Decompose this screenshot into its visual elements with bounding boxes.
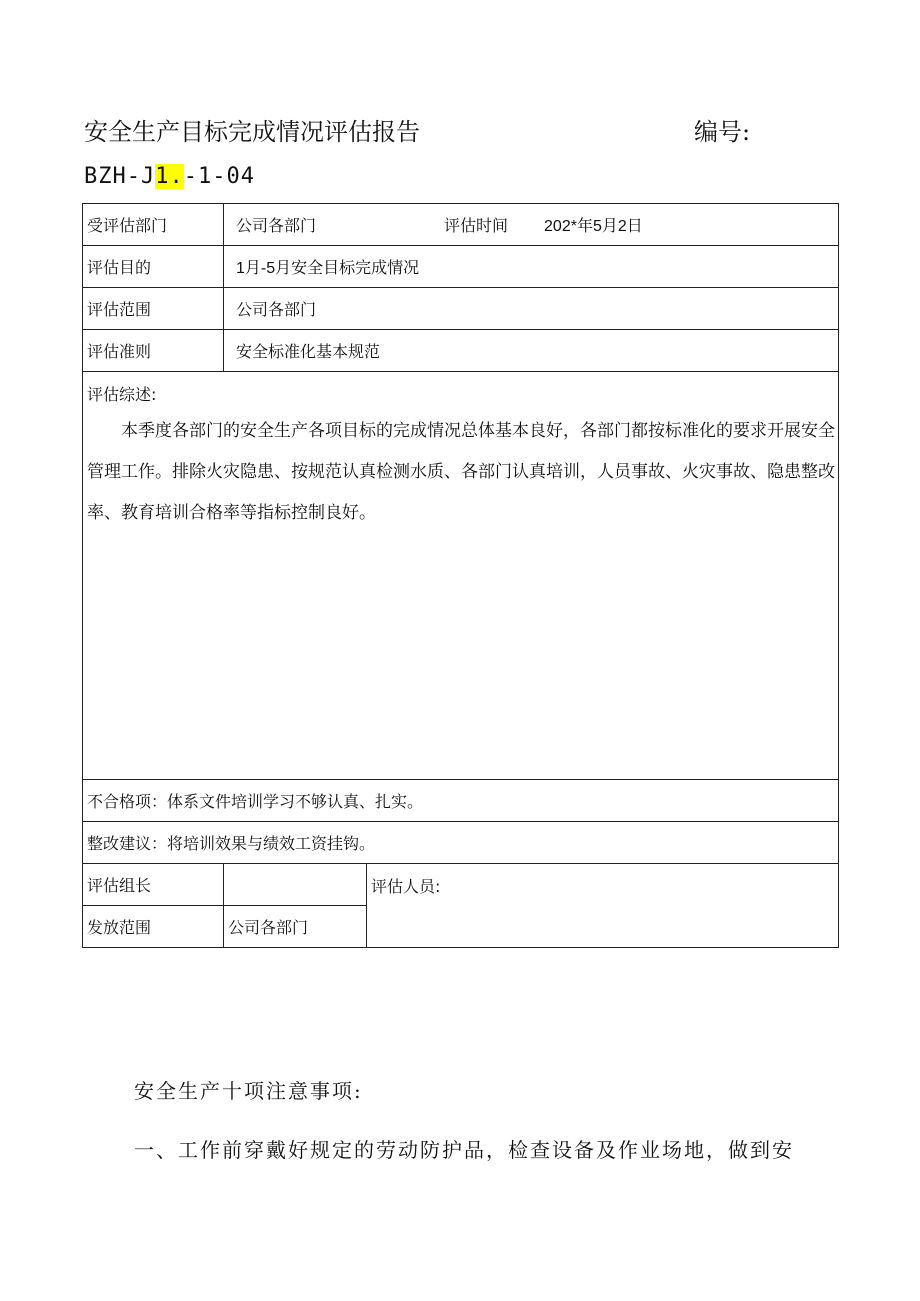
criteria-value: 安全标准化基本规范	[224, 330, 839, 372]
scope-label: 评估范围	[83, 288, 224, 330]
row-purpose	[83, 246, 839, 288]
notes-item-1: 一、工作前穿戴好规定的劳动防护品，检查设备及作业场地，做到安	[134, 1138, 794, 1162]
summary-text: 本季度各部门的安全生产各项目标的完成情况总体基本良好，各部门都按标准化的要求开展安全管理工作。排除火灾隐患、按规范认真检测水质、各部门认真培训，人员事故、火灾事故、隐患整改率、教育培训合格率等指标控制良好。	[87, 421, 835, 523]
nonconformity-text: 不合格项：体系文件培训学习不够认真、扎实。	[83, 780, 839, 822]
code-highlight: 1.	[155, 164, 184, 189]
suggestion-text: 整改建议：将培训效果与绩效工资挂钩。	[83, 822, 839, 864]
dept-cell	[224, 204, 839, 246]
distribution-value: 公司各部门	[224, 906, 367, 948]
summary-label: 评估综述:	[87, 385, 157, 404]
row-leader	[83, 864, 839, 906]
row-department	[83, 204, 839, 246]
row-criteria	[83, 330, 839, 372]
notes-title: 安全生产十项注意事项:	[134, 1079, 363, 1103]
scope-value: 公司各部门	[224, 288, 839, 330]
purpose-label: 评估目的	[83, 246, 224, 288]
dept-value: 公司各部门	[236, 216, 317, 235]
row-suggestion	[83, 822, 839, 864]
row-summary	[83, 372, 839, 780]
row-nonconformity	[83, 780, 839, 822]
criteria-label: 评估准则	[83, 330, 224, 372]
code-suffix: -1-04	[183, 164, 255, 189]
report-title: 安全生产目标完成情况评估报告	[84, 118, 420, 146]
time-value: 202*年5月2日	[544, 218, 643, 235]
time-label: 评估时间	[444, 216, 509, 235]
document-code	[84, 164, 255, 189]
distribution-label: 发放范围	[83, 906, 224, 948]
assessment-table	[82, 203, 839, 948]
row-scope	[83, 288, 839, 330]
leader-label: 评估组长	[83, 864, 224, 906]
code-label: 编号:	[694, 118, 751, 146]
purpose-value: 1月-5月安全目标完成情况	[224, 246, 839, 288]
code-prefix: BZH-J	[84, 164, 156, 189]
leader-value	[224, 864, 367, 906]
summary-cell	[83, 372, 839, 780]
members-label: 评估人员:	[367, 864, 839, 948]
dept-label: 受评估部门	[83, 204, 224, 246]
